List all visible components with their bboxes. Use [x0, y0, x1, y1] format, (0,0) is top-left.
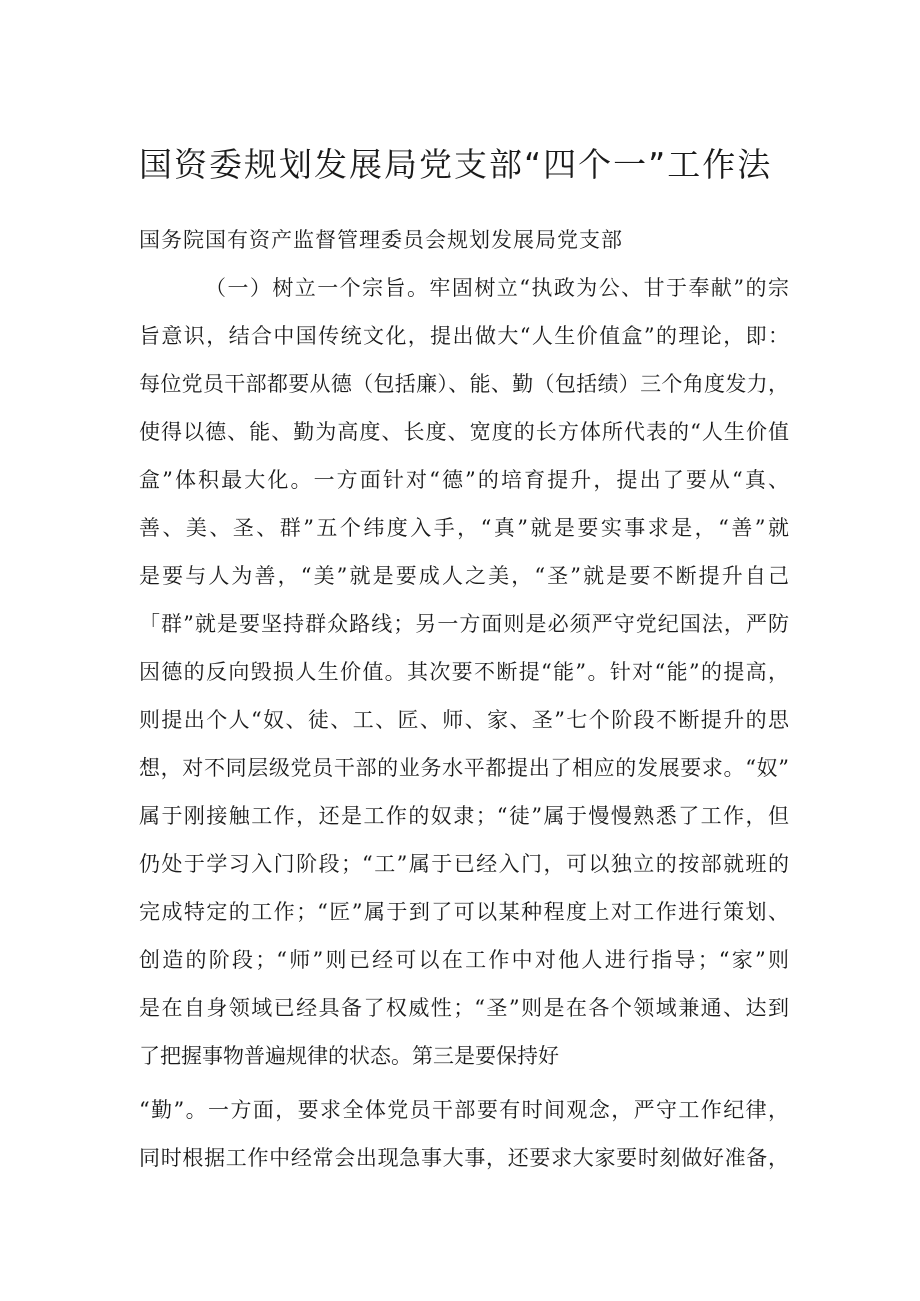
body-line-13: 仍处于学习入门阶段；“工”属于已经入门，可以独立的按部就班的: [139, 852, 789, 876]
body-line-2: 旨意识，结合中国传统文化，提出做大“人生价值盒”的理论，即：: [139, 324, 789, 348]
body-line-14: 完成特定的工作；“匠”属于到了可以某种程度上对工作进行策划、: [139, 900, 789, 924]
body-line-3: 每位党员干部都要从德（包括廉）、能、勤（包括绩）三个角度发力，: [139, 372, 789, 396]
document-author: 国务院国有资产监督管理委员会规划发展局党支部: [139, 228, 623, 252]
body-line-17: 了把握事物普遍规律的状态。第三是要保持好: [139, 1044, 559, 1068]
body-line-16: 是在自身领域已经具备了权威性；“圣”则是在各个领域兼通、达到: [139, 996, 789, 1020]
body-line-9: 因德的反向毁损人生价值。其次要不断提“能”。针对“能”的提高，: [139, 660, 789, 684]
body-line-15: 创造的阶段；“师”则已经可以在工作中对他人进行指导；“家”则: [139, 948, 789, 972]
body-line-4: 使得以德、能、勤为高度、长度、宽度的长方体所代表的“人生价值: [139, 420, 789, 444]
body-line-11: 想，对不同层级党员干部的业务水平都提出了相应的发展要求。“奴”: [139, 756, 789, 780]
body-line-1: （一）树立一个宗旨。牢固树立“执政为公、甘于奉献”的宗: [205, 276, 789, 300]
body-line-5: 盒”体积最大化。一方面针对“德”的培育提升，提出了要从“真、: [139, 468, 789, 492]
body-line-10: 则提出个人“奴、徒、工、匠、师、家、圣”七个阶段不断提升的思: [139, 708, 789, 732]
document-title: 国资委规划发展局党支部“四个一”工作法: [139, 145, 773, 184]
body-line-6: 善、美、圣、群”五个纬度入手，“真”就是要实事求是，“善”就: [139, 516, 789, 540]
body-line-18: “勤”。一方面，要求全体党员干部要有时间观念，严守工作纪律，: [139, 1098, 789, 1122]
body-line-7: 是要与人为善，“美”就是要成人之美，“圣”就是要不断提升自己: [139, 564, 789, 588]
body-line-19: 同时根据工作中经常会出现急事大事，还要求大家要时刻做好准备，: [139, 1146, 789, 1170]
body-line-12: 属于刚接触工作，还是工作的奴隶；“徒”属于慢慢熟悉了工作，但: [139, 804, 789, 828]
body-line-8: 「群”就是要坚持群众路线；另一方面则是必须严守党纪国法，严防: [139, 612, 789, 636]
